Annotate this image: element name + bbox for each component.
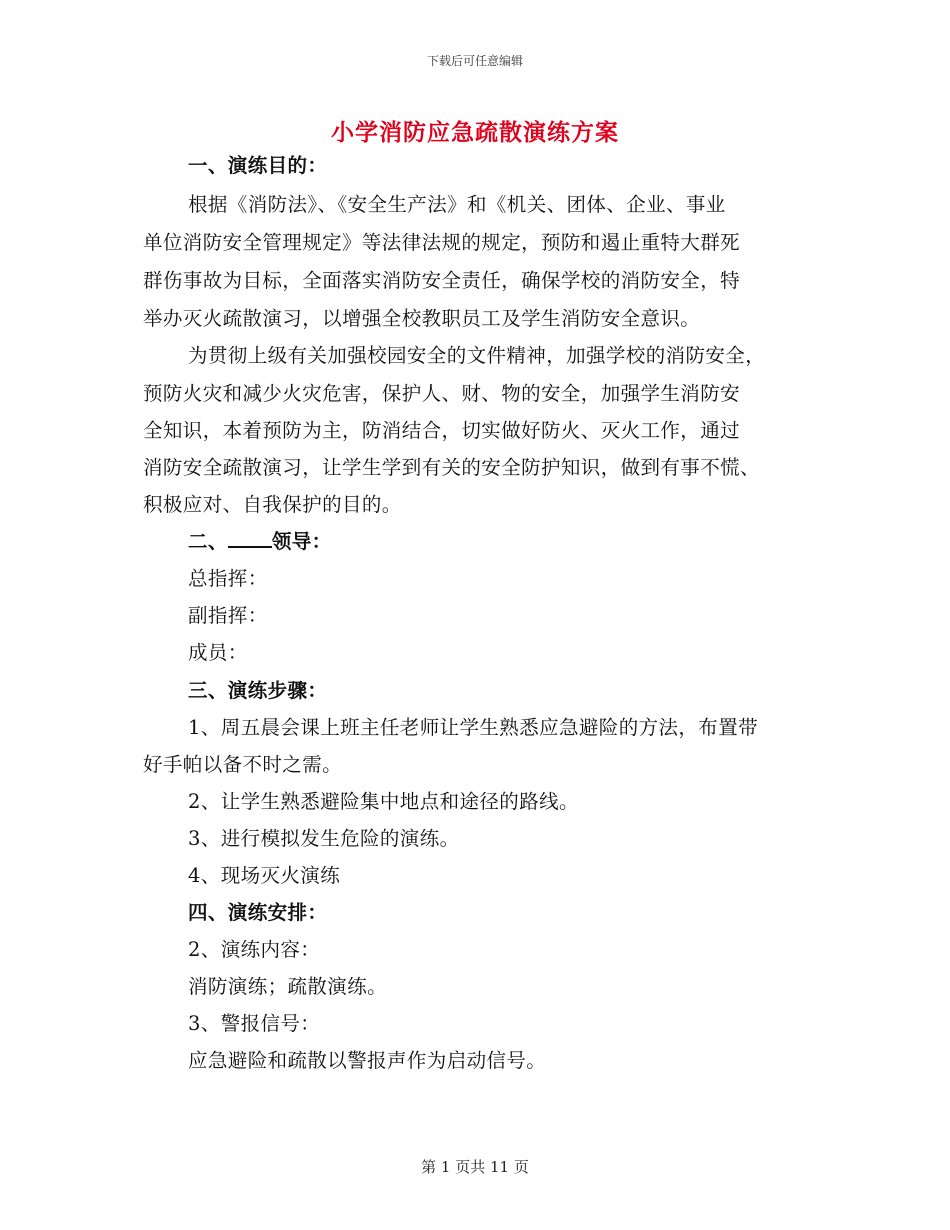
paragraph-line: 为贯彻上级有关加强校园安全的文件精神，加强学校的消防安全， bbox=[188, 344, 766, 367]
list-item-deputy-commander: 副指挥： bbox=[188, 604, 268, 627]
paragraph-line: 积极应对、自我保护的目的。 bbox=[143, 493, 402, 516]
step-line: 2、让学生熟悉避险集中地点和途径的路线。 bbox=[188, 790, 579, 813]
paragraph-line: 根据《消防法》、《安全生产法》和《机关、团体、企业、事业 bbox=[188, 193, 726, 216]
header-note: 下载后可任意编辑 bbox=[426, 54, 523, 68]
heading-suffix: 领导： bbox=[271, 530, 332, 553]
step-line: 3、进行模拟发生危险的演练。 bbox=[188, 827, 460, 850]
paragraph-line: 单位消防安全管理规定》等法律法规的规定，预防和遏止重特大群死 bbox=[143, 231, 741, 254]
section-heading-arrangement: 四、演练安排： bbox=[188, 901, 328, 924]
paragraph-line: 预防火灾和减少火灾危害，保护人、财、物的安全，加强学生消防安 bbox=[143, 382, 741, 405]
list-item-content-label: 2、演练内容： bbox=[188, 938, 321, 961]
list-item-content-text: 消防演练；疏散演练。 bbox=[188, 975, 388, 998]
document-title: 小学消防应急疏散演练方案 bbox=[331, 119, 619, 146]
step-line: 好手帕以备不时之需。 bbox=[143, 753, 343, 776]
section-heading-leadership bbox=[188, 523, 815, 560]
paragraph-line: 消防安全疏散演习，让学生学到有关的安全防护知识，做到有事不慌、 bbox=[143, 456, 760, 479]
fill-in-blank bbox=[228, 528, 272, 548]
section-heading-purpose: 一、演练目的： bbox=[188, 154, 328, 177]
heading-prefix: 二、 bbox=[188, 530, 228, 553]
paragraph-line: 群伤事故为目标，全面落实消防安全责任，确保学校的消防安全，特 bbox=[143, 269, 741, 292]
list-item-alarm-label: 3、警报信号： bbox=[188, 1012, 321, 1035]
paragraph-line: 举办灭火疏散演习，以增强全校教职员工及学生消防安全意识。 bbox=[143, 307, 701, 330]
section-heading-steps: 三、演练步骤： bbox=[188, 679, 328, 702]
step-line: 1、周五晨会课上班主任老师让学生熟悉应急避险的方法，布置带 bbox=[188, 716, 759, 739]
list-item-commander: 总指挥： bbox=[188, 567, 268, 590]
list-item-alarm-text: 应急避险和疏散以警报声作为启动信号。 bbox=[188, 1049, 547, 1072]
list-item-members: 成员： bbox=[188, 641, 248, 664]
step-line: 4、现场灭火演练 bbox=[188, 864, 341, 887]
page-footer: 第 1 页共 11 页 bbox=[421, 1158, 529, 1176]
paragraph-line: 全知识，本着预防为主，防消结合，切实做好防火、灭火工作，通过 bbox=[143, 419, 741, 442]
